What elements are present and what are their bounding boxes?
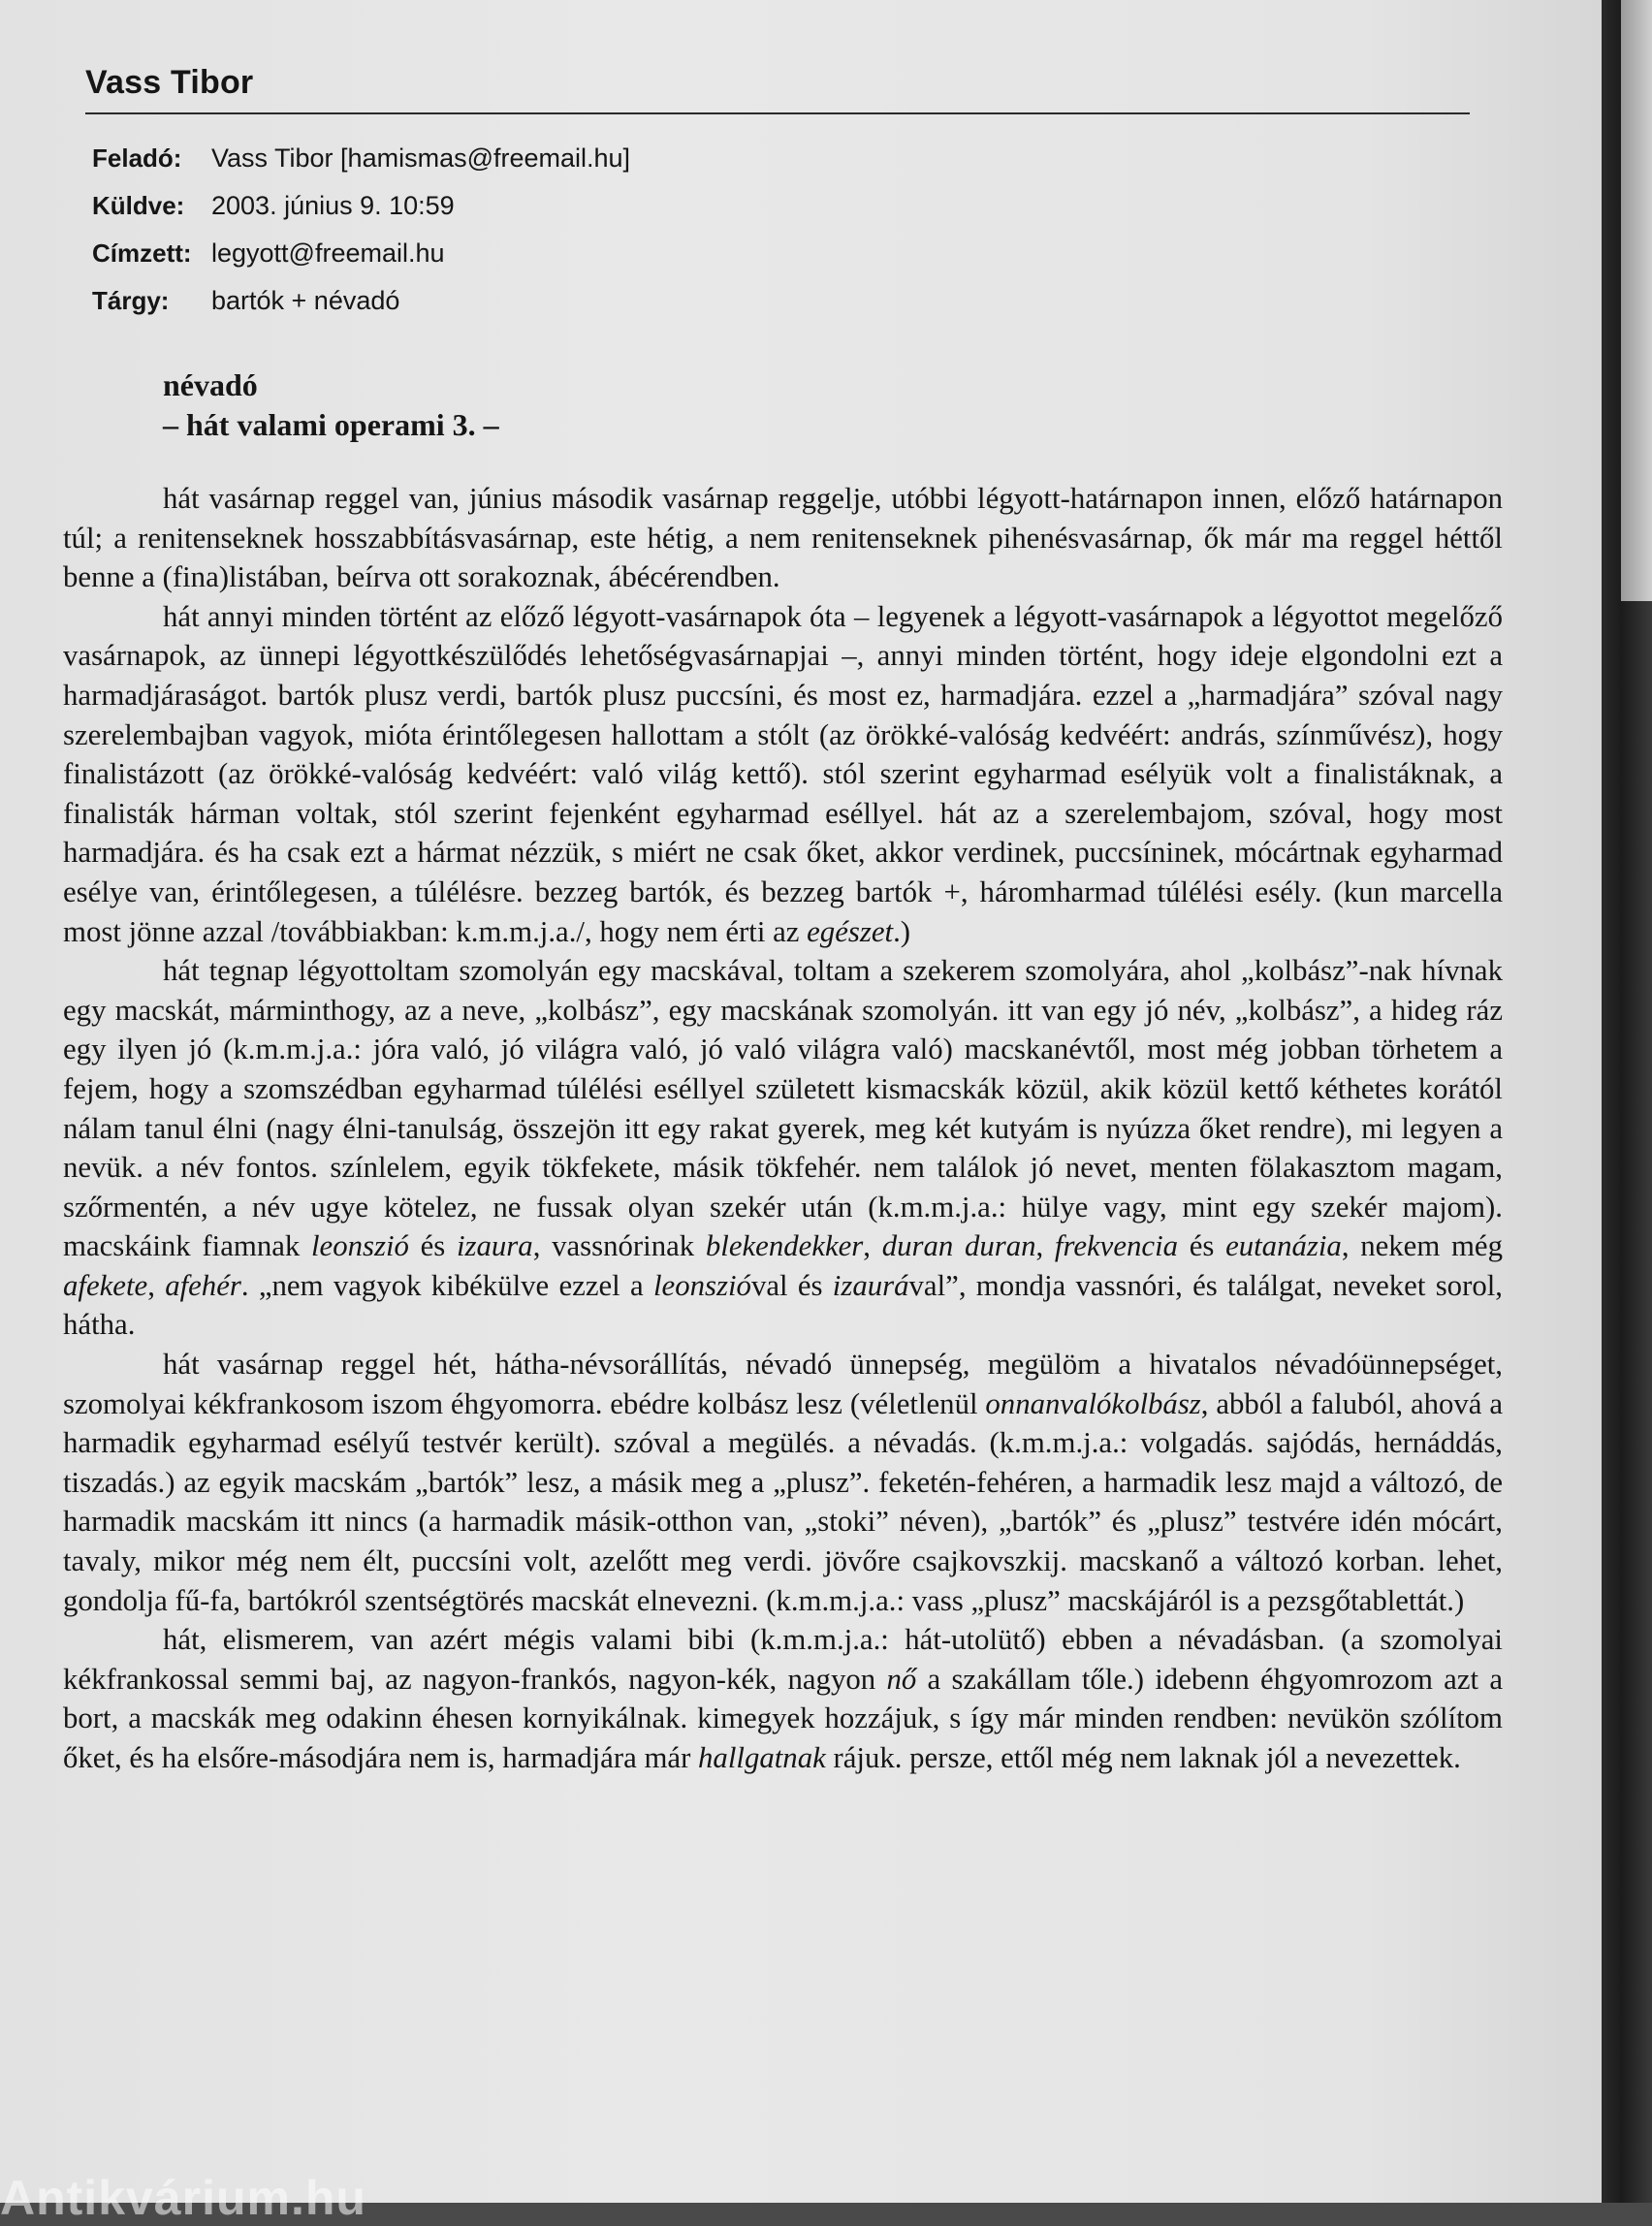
poem-title-block xyxy=(163,366,499,445)
text-run: hát tegnap légyottoltam szomolyán egy macskával, toltam a szekerem szomolyára, ahol „kolbász”-nak hívnak egy macskát, márminthogy, az a neve, „kolbász”, egy macskának szomolyán. itt van egy jó név, „kolbász”, a hideg ráz egy ilyen jó (k.m.m.j.a.: jóra való, jó világra való, jó való világra való) macskanévtől, most még jobban törhetem a fejem, hogy a szomszédban egyharmad túlélési eséllyel született kismacskák közül, akik közül kettő kéthetes korától nálam tanul élni (nagy élni-tanulság, összejön itt egy rakat gyerek, meg két kutyám is nyúzza őket rendre), mi legyen a nevük. a név fontos. színlelem, egyik tökfekete, másik tökfehér. nem találok jó nevet, menten fölakasztom magam, szőrmentén, a név ugye kötelez, ne fussak olyan szekér után (k.m.m.j.a.: hülye vagy, mint egy szekér majom). macskáink fiamnak xyxy=(63,954,1503,1263)
body-paragraph xyxy=(63,479,1503,597)
text-run: hát, elismerem, van azért mégis valami bibi (k.m.m.j.a.: hát-utolütő) ebben a névadásban. (a szomolyai kékfrankossal semmi baj, az nagyon-frankós, nagyon-kék, nagyon xyxy=(63,1623,1503,1696)
poem-title: névadó xyxy=(163,367,258,402)
text-run: , abból a faluból, ahová a harmadik egyharmad esélyű testvér került). szóval a megülés. a névadás. (k.m.m.j.a.: volgadás. sajódás, hernáddás, tiszadás.) az egyik macskám „bartók” lesz, a másik meg a „plusz”. feketén-fehéren, a harmadik lesz majd a változó, de harmadik macskám itt nincs (a harmadik másik-otthon van, „stoki” néven), „bartók” és „plusz” testvére idén mócárt, tavaly, mikor még nem élt, puccsíni volt, azelőtt meg verdi. jövőre csajkovszkij. macskanő a változó korban. lehet, gondolja fű-fa, bartókról szentségtörés macskát elnevezni. (k.m.m.j.a.: vass „plusz” macskájáról is a pezsgőtablettát.) xyxy=(63,1386,1504,1617)
body-paragraph xyxy=(63,597,1503,951)
text-run: hát annyi minden történt az előző légyott-vasárnapok óta – legyenek a légyott-vasárnapok a légyottot megelőző vasárnapok, az ünnepi légyottkészülődés lehetőségvasárnapjai –, annyi minden történt, hogy ideje elgondolni ezt a harmadjáraságot. bartók plusz verdi, bartók plusz puccsíni, és most ez, harmadjára. ezzel a „harmadjára” szóval nagy szerelembajban vagyok, mióta érintőlegesen hallottam a stólt (az örökké-valóság kedvéért: andrás, színművész), hogy finalistázott (az örökké-valóság kedvéért: való világ kettő). stól szerint egyharmad esélyük volt a finalistáknak, a finalisták hárman voltak, stól szerint fejenként egyharmad eséllyel. hát az a szerelembajom, szóval, hogy most harmadjára. és ha csak ezt a hármat nézzük, s miért ne csak őket, akkor verdinek, puccsíninek, mócártnak egyharmad esélye van, érintőlegesen, a túlélésre. bezzeg bartók, és bezzeg bartók +, háromharmad túlélési esély. (kun marcella most jönne azzal /továbbiakban: k.m.m.j.a./, hogy nem érti az xyxy=(63,599,1503,948)
italic-run: leonszió xyxy=(310,1229,409,1263)
header-row-to xyxy=(92,238,630,286)
book-binding-highlight xyxy=(1621,0,1652,601)
header-row-from xyxy=(92,143,630,191)
to-label: Címzett: xyxy=(92,238,192,268)
italic-run: eutanázia xyxy=(1225,1229,1342,1263)
author-name: Vass Tibor xyxy=(85,64,254,101)
italic-run: afekete xyxy=(63,1268,148,1302)
from-label: Feladó: xyxy=(92,143,182,173)
text-run: , xyxy=(863,1229,882,1263)
italic-run: hallgatnak xyxy=(698,1741,826,1774)
italic-run: leonszió xyxy=(652,1268,751,1302)
header-divider xyxy=(85,112,1470,114)
text-run: , xyxy=(1035,1229,1055,1263)
text-run: , vassnórinak xyxy=(532,1229,706,1263)
header-row-subject xyxy=(92,286,630,334)
sent-label: Küldve: xyxy=(92,191,185,220)
text-run: és xyxy=(1178,1229,1226,1263)
text-run: rájuk. persze, ettől még nem laknak jól a nevezettek. xyxy=(825,1741,1461,1774)
text-run: val és xyxy=(750,1268,833,1302)
poem-subtitle: – hát valami operami 3. – xyxy=(163,407,499,442)
subject-label: Tárgy: xyxy=(92,286,170,315)
body-text xyxy=(63,479,1503,1778)
to-value: legyott@freemail.hu xyxy=(211,238,445,268)
header-row-sent xyxy=(92,191,630,238)
text-run: .) xyxy=(893,914,911,948)
watermark-text: Antikvárium.hu xyxy=(0,2171,366,2225)
sent-value: 2003. június 9. 10:59 xyxy=(211,191,455,220)
from-value: Vass Tibor [hamismas@freemail.hu] xyxy=(211,143,631,173)
text-run: és xyxy=(408,1229,457,1263)
body-paragraph xyxy=(63,1620,1503,1777)
italic-run: nő xyxy=(886,1662,917,1696)
italic-run: izaura xyxy=(456,1229,533,1263)
body-paragraph xyxy=(63,951,1503,1345)
text-run: . „nem vagyok kibékülve ezzel a xyxy=(240,1268,653,1302)
text-run: , xyxy=(147,1268,166,1302)
italic-run: egészet xyxy=(807,914,894,948)
italic-run: onnanvalókolbász xyxy=(985,1386,1201,1420)
subject-value: bartók + névadó xyxy=(211,286,400,315)
text-run: , nekem még xyxy=(1341,1229,1504,1263)
text-run: hát vasárnap reggel hét, hátha-névsorállítás, névadó ünnepség, megülöm a hivatalos névadóünnepséget, szomolyai kékfrankosom iszom éhgyomorra. ebédre kolbász lesz (véletlenül xyxy=(63,1348,1503,1420)
italic-run: izaurá xyxy=(832,1268,909,1302)
email-headers xyxy=(92,143,630,334)
body-paragraph xyxy=(63,1345,1503,1620)
text-run: val”, mondja vassnóri, és találgat, neveket sorol, hátha. xyxy=(63,1268,1503,1342)
italic-run: duran duran xyxy=(881,1229,1036,1263)
text-run: hát vasárnap reggel van, június második vasárnap reggelje, utóbbi légyott-határnapon innen, előző határnapon túl; a renitenseknek hosszabbításvasárnap, este hétig, a nem renitenseknek pihenésvasárnap, ők már ma reggel héttől benne a (fina)listában, beírva ott sorakoznak, ábécérendben. xyxy=(63,482,1503,594)
italic-run: blekendekker xyxy=(705,1229,864,1263)
italic-run: afehér xyxy=(165,1268,241,1302)
text-run: a szakállam tőle.) idebenn éhgyomrozom azt a bort, a macskák meg odakinn éhesen kornyikálnak. kimegyek hozzájuk, s így már minden rendben: nevükön szólítom őket, és ha elsőre-másodjára nem is, harmadjára már xyxy=(63,1662,1503,1774)
italic-run: frekvencia xyxy=(1054,1229,1179,1263)
